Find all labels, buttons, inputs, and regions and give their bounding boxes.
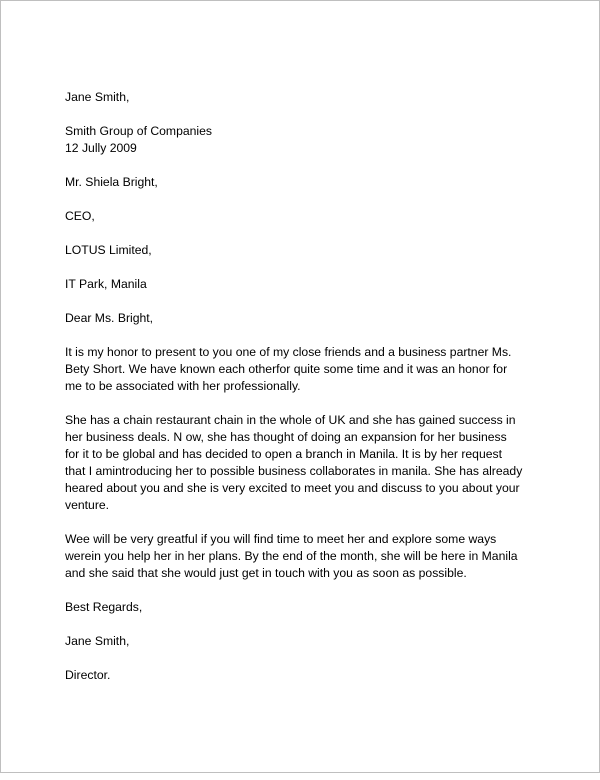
- recipient-title-block: [65, 208, 523, 225]
- salutation-block: [65, 310, 523, 327]
- recipient-company-block: [65, 242, 523, 259]
- sender-name: Jane Smith,: [65, 90, 130, 104]
- sender-name-block: [65, 89, 523, 106]
- letter-body: [65, 89, 526, 684]
- recipient-address: IT Park, Manila: [65, 277, 147, 291]
- recipient-company: LOTUS Limited,: [65, 243, 152, 257]
- sender-company: Smith Group of Companies: [65, 124, 212, 138]
- recipient-address-block: [65, 276, 523, 293]
- signer-name: Jane Smith,: [65, 634, 130, 648]
- body-paragraph-2: She has a chain restaurant chain in the whole of UK and she has gained success in her business deals. N ow, she has thought of doing an expansion for her business for it to be global and has decided to open a branch in Manila. It is by her request that I amintroducing her to possible business collaborates in manila. She has already heared about you and she is very excited to meet you and discuss to you about your venture.: [65, 413, 526, 512]
- recipient-name: Mr. Shiela Bright,: [65, 175, 158, 189]
- recipient-name-block: [65, 174, 523, 191]
- letter-date: 12 Jully 2009: [65, 141, 137, 155]
- sender-company-block: [65, 123, 523, 157]
- body-paragraph-1: It is my honor to present to you one of my close friends and a business partner Ms. Bety Short. We have known each otherfor quite some time and it was an honor for me to be associated with her professionally.: [65, 345, 515, 393]
- salutation: Dear Ms. Bright,: [65, 311, 154, 325]
- recipient-title: CEO,: [65, 209, 95, 223]
- body-paragraph-3: Wee will be very greatful if you will find time to meet her and explore some ways werein you help her in her plans. By the end of the month, she will be here in Manila and she said that she would just get in touch with you as soon as possible.: [65, 532, 521, 580]
- valediction: Best Regards,: [65, 600, 143, 614]
- signer-title: Director.: [65, 668, 111, 682]
